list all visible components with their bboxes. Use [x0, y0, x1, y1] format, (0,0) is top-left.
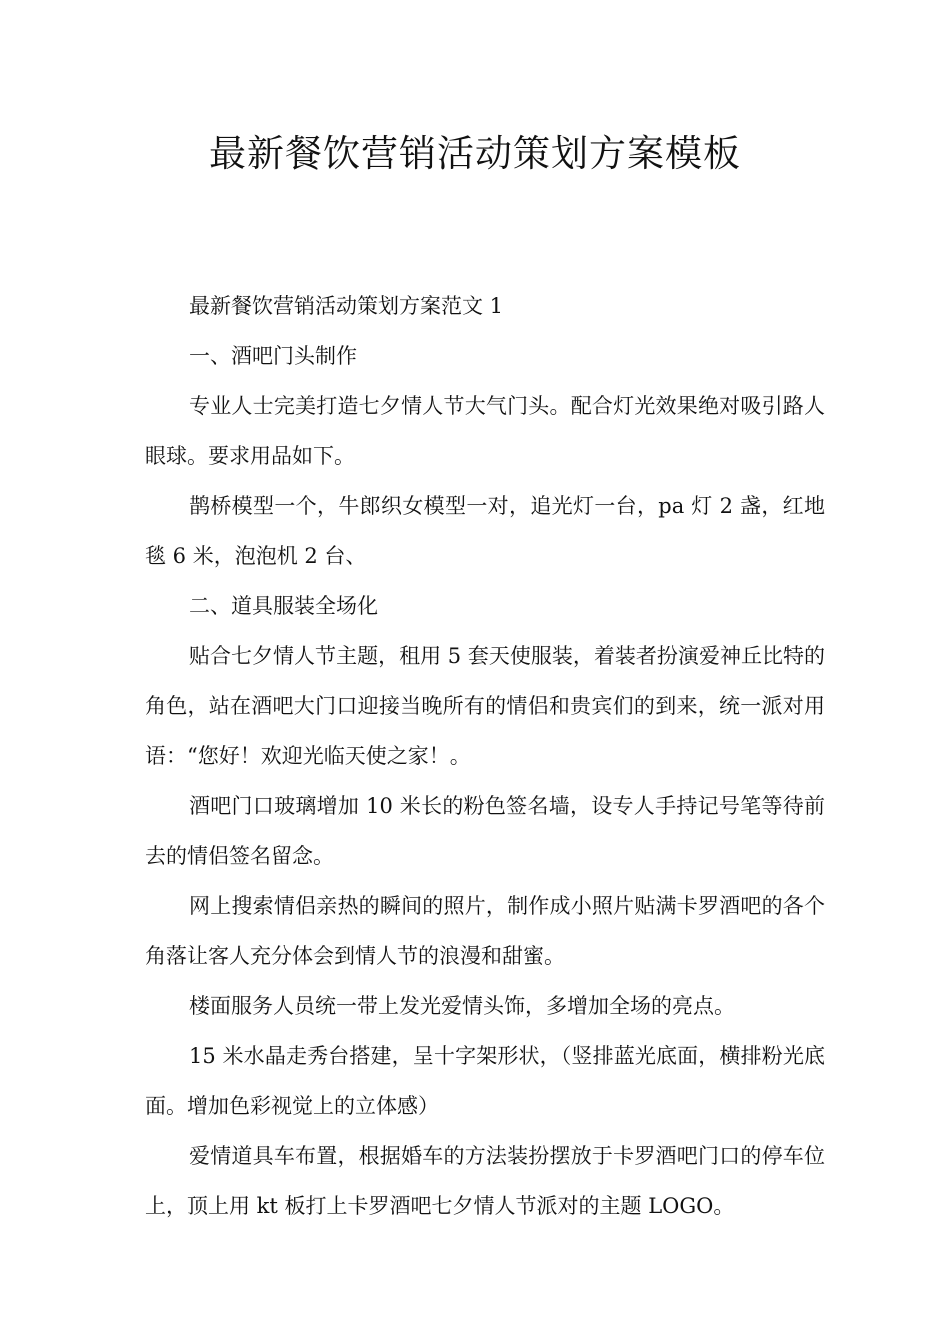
- paragraph: 贴合七夕情人节主题，租用 5 套天使服装，着装者扮演爱神丘比特的角色，站在酒吧大门口迎接当晚所有的情侣和贵宾们的到来，统一派对用语：“您好！欢迎光临天使之家！。: [145, 644, 825, 768]
- paragraph: 爱情道具车布置，根据婚车的方法装扮摆放于卡罗酒吧门口的停车位上，顶上用 kt 板打上卡罗酒吧七夕情人节派对的主题 LOGO。: [145, 1144, 825, 1218]
- section-heading-2: 二、道具服装全场化: [189, 594, 378, 618]
- paragraph: 专业人士完美打造七夕情人节大气门头。配合灯光效果绝对吸引路人眼球。要求用品如下。: [145, 394, 825, 468]
- paragraph-subtitle: 最新餐饮营销活动策划方案范文 1: [189, 294, 504, 318]
- paragraph: 鹊桥模型一个，牛郎织女模型一对，追光灯一台，pa 灯 2 盏，红地毯 6 米，泡泡机 2 台、: [145, 494, 825, 568]
- document-title: 最新餐饮营销活动策划方案模板: [209, 132, 741, 175]
- paragraph: 网上搜索情侣亲热的瞬间的照片，制作成小照片贴满卡罗酒吧的各个角落让客人充分体会到情人节的浪漫和甜蜜。: [145, 894, 825, 968]
- paragraph: 楼面服务人员统一带上发光爱情头饰，多增加全场的亮点。: [189, 994, 735, 1018]
- paragraph: 15 米水晶走秀台搭建，呈十字架形状，（竖排蓝光底面，横排粉光底面。增加色彩视觉上的立体感）: [145, 1044, 825, 1118]
- document-body: [145, 281, 825, 1231]
- paragraph: 酒吧门口玻璃增加 10 米长的粉色签名墙，设专人手持记号笔等待前去的情侣签名留念。: [145, 794, 825, 868]
- section-heading-1: 一、酒吧门头制作: [189, 344, 357, 368]
